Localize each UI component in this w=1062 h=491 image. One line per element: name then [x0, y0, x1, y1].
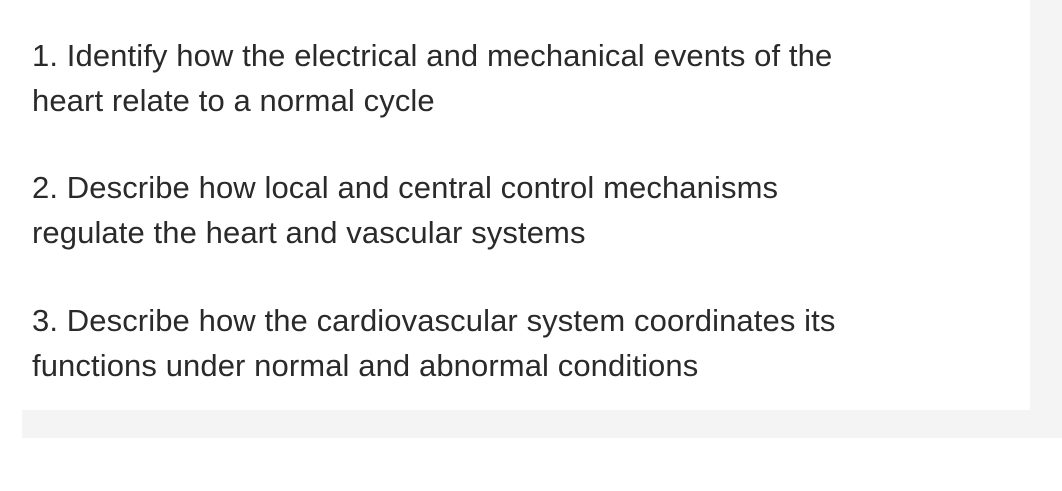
- objective-2-line-2: regulate the heart and vascular systems: [32, 215, 586, 250]
- objective-3-line-2: functions under normal and abnormal conditions: [32, 348, 699, 383]
- objective-item-1: [32, 33, 832, 123]
- objective-1-line-2: heart relate to a normal cycle: [32, 83, 435, 118]
- objective-2-line-1: 2. Describe how local and central control mechanisms: [32, 170, 779, 205]
- objective-3-line-1: 3. Describe how the cardiovascular system coordinates its: [32, 303, 836, 338]
- objective-item-2: [32, 165, 778, 255]
- objective-item-3: [32, 298, 835, 388]
- objective-1-line-1: 1. Identify how the electrical and mechanical events of the: [32, 38, 833, 73]
